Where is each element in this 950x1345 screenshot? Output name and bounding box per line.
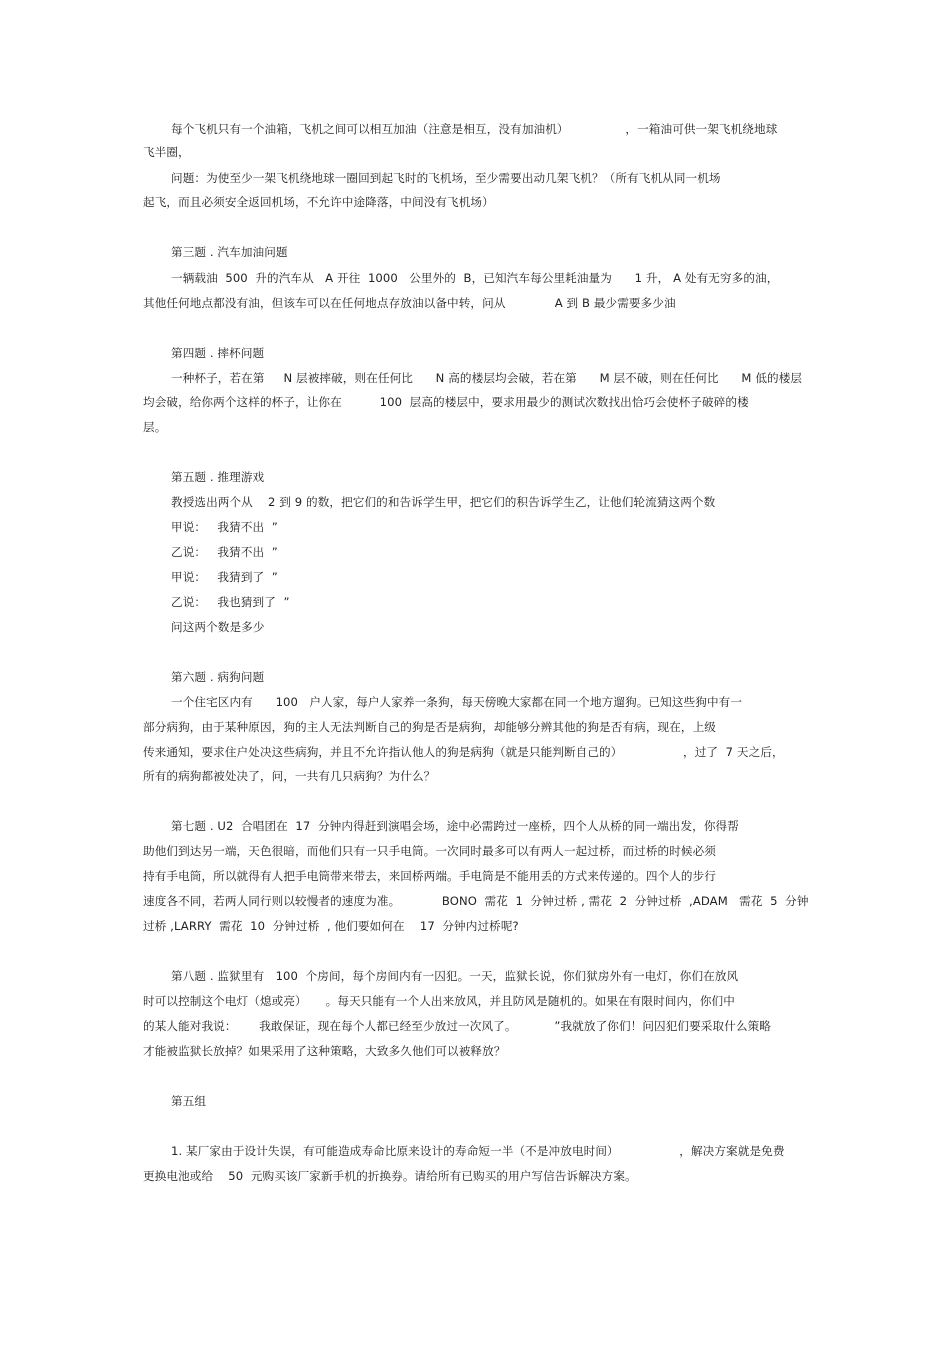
paragraph-line: 乙说： 我也猜到了 ” [171, 595, 290, 609]
paragraph-line: 持有手电筒，所以就得有人把手电筒带来带去，来回桥两端。手电筒是不能用丢的方式来传递的。四个人的步行 [143, 869, 716, 883]
paragraph-line: 一种杯子，若在第 N 层被摔破，则在任何比 N 高的楼层均会破，若在第 M 层不破，则在任何比 M 低的楼层 [171, 371, 803, 385]
paragraph-line: 一个住宅区内有 100 户人家，每户人家养一条狗，每天傍晚大家都在同一个地方遛狗。已知这些狗中有一 [171, 695, 743, 709]
paragraph-line: 助他们到达另一端，天色很暗，而他们只有一只手电筒。一次同时最多可以有两人一起过桥，而过桥的时候必须 [143, 844, 716, 858]
paragraph-line: 乙说： 我猜不出 ” [171, 545, 278, 559]
paragraph-line: 时可以控制这个电灯（熄或亮） 。每天只能有一个人出来放风，并且防风是随机的。如果在有限时间内，你们中 [143, 994, 735, 1008]
section-title: 第四题 . 摔杯问题 [171, 346, 265, 360]
paragraph-line: 速度各不同，若两人同行则以较慢者的速度为准。 BONO 需花 1 分钟过桥 , 需花 2 分钟过桥 ,ADAM 需花 5 分钟 [143, 894, 809, 908]
paragraph-line: 第七题 . U2 合唱团在 17 分钟内得赶到演唱会场，途中必需跨过一座桥，四个人从桥的同一端出发，你得帮 [171, 819, 739, 833]
paragraph-line: 一辆载油 500 升的汽车从 A 开往 1000 公里外的 B，已知汽车每公里耗油量为 1 升， A 处有无穷多的油， [171, 271, 779, 285]
paragraph-line: 更换电池或给 50 元购买该厂家新手机的折换券。请给所有已购买的用户写信告诉解决方案。 [143, 1169, 637, 1183]
paragraph-line: 第八题 . 监狱里有 100 个房间，每个房间内有一囚犯。一天，监狱长说，你们狱房外有一电灯，你们在放风 [171, 969, 739, 983]
paragraph-line: 问题：为使至少一架飞机绕地球一圈回到起飞时的飞机场，至少需要出动几架飞机？（所有飞机从同一机场 [171, 171, 721, 185]
paragraph-line: 教授选出两个从 2 到 9 的数，把它们的和告诉学生甲，把它们的积告诉学生乙，让他们轮流猜这两个数 [171, 495, 716, 509]
paragraph-line: 甲说： 我猜不出 ” [171, 520, 278, 534]
section-title: 第六题 . 病狗问题 [171, 670, 265, 684]
paragraph-line: 问这两个数是多少 [171, 620, 265, 634]
group-heading: 第五组 [171, 1094, 207, 1108]
paragraph-line: 1. 某厂家由于设计失误，有可能造成寿命比原来设计的寿命短一半（不是冲放电时间） ，解决方案就是免费 [171, 1144, 785, 1158]
paragraph-line: 其他任何地点都没有油，但该车可以在任何地点存放油以备中转，问从 A 到 B 最少需要多少油 [143, 296, 676, 310]
paragraph-line: 过桥 ,LARRY 需花 10 分钟过桥 , 他们要如何在 17 分钟内过桥呢? [143, 919, 519, 933]
paragraph-line: 部分病狗，由于某种原因，狗的主人无法判断自己的狗是否是病狗，却能够分辨其他的狗是否有病，现在，上级 [143, 720, 716, 734]
section-title: 第五题 . 推理游戏 [171, 470, 265, 484]
paragraph-line: 均会破，给你两个这样的杯子，让你在 100 层高的楼层中，要求用最少的测试次数找出恰巧会使杯子破碎的楼 [143, 395, 749, 409]
paragraph-line: 传来通知，要求住户处决这些病狗，并且不允许指认他人的狗是病狗（就是只能判断自己的） ，过了 7 天之后， [143, 745, 784, 759]
paragraph-line: 甲说： 我猜到了 ” [171, 570, 278, 584]
paragraph-line: 起飞，而且必须安全返回机场，不允许中途降落，中间没有飞机场） [143, 195, 494, 209]
paragraph-line: 每个飞机只有一个油箱，飞机之间可以相互加油（注意是相互，没有加油机） ，一箱油可供一架飞机绕地球 [171, 122, 778, 136]
paragraph-line: 所有的病狗都被处决了，问，一共有几只病狗？为什么？ [143, 769, 436, 783]
section-title: 第三题 . 汽车加油问题 [171, 245, 288, 259]
paragraph-line: 才能被监狱长放掉？如果采用了这种策略，大致多久他们可以被释放？ [143, 1044, 506, 1058]
paragraph-line: 飞半圈， [143, 145, 190, 159]
paragraph-line: 层。 [143, 420, 167, 434]
paragraph-line: 的某人能对我说： 我敢保证，现在每个人都已经至少放过一次风了。 ”我就放了你们！问囚犯们要采取什么策略 [143, 1019, 771, 1033]
